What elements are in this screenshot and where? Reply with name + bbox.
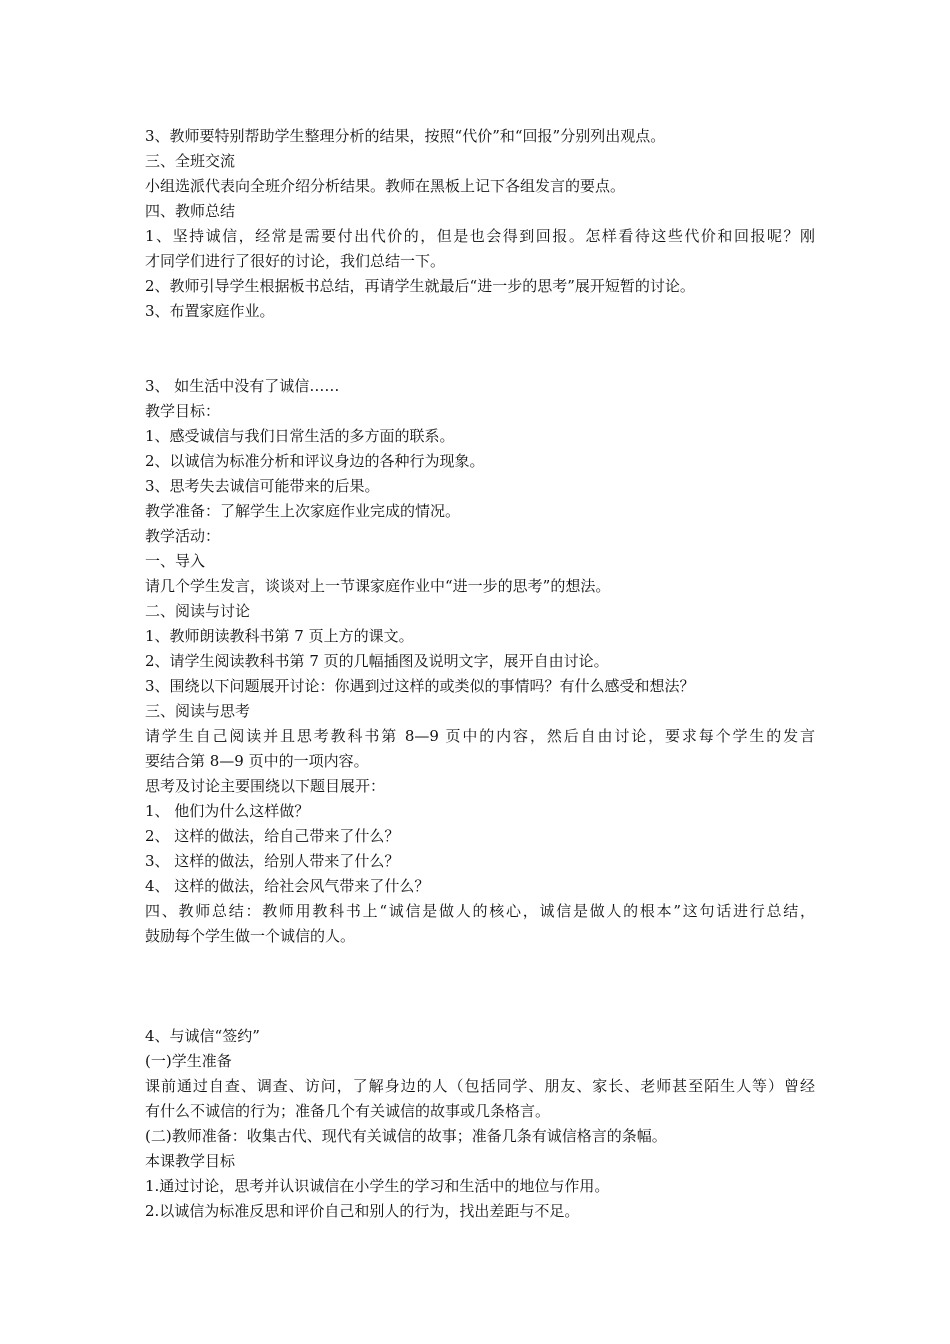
heading-teaching-goals: 教学目标： xyxy=(145,402,221,420)
paragraph-line: 3、布置家庭作业。 xyxy=(145,302,275,320)
blank-space xyxy=(145,949,815,1024)
heading-lesson-goals: 本课教学目标 xyxy=(145,1152,236,1170)
list-item: 4、 这样的做法，给社会风气带来了什么？ xyxy=(145,877,430,895)
list-item: 3、思考失去诚信可能带来的后果。 xyxy=(145,477,380,495)
list-item: 2、请学生阅读教科书第 7 页的几幅插图及说明文字，展开自由讨论。 xyxy=(145,652,609,670)
paragraph-line: 小组选派代表向全班介绍分析结果。教师在黑板上记下各组发言的要点。 xyxy=(145,177,626,195)
document-body xyxy=(145,124,815,1224)
list-item: 2.以诚信为标准反思和评价自己和别人的行为，找出差距与不足。 xyxy=(145,1202,580,1220)
section-activity-summary xyxy=(145,124,815,324)
section-lesson-4 xyxy=(145,1024,815,1224)
list-item: 3、围绕以下问题展开讨论：你遇到过这样的或类似的事情吗？有什么感受和想法？ xyxy=(145,677,695,695)
list-item: 1、教师朗读教科书第 7 页上方的课文。 xyxy=(145,627,414,645)
heading-student-preparation: (一)学生准备 xyxy=(145,1052,232,1070)
paragraph-line: 有什么不诚信的行为；准备几个有关诚信的故事或几条格言。 xyxy=(145,1102,551,1120)
paragraph-line: 鼓励每个学生做一个诚信的人。 xyxy=(145,927,356,945)
list-item: 1、 他们为什么这样做？ xyxy=(145,802,310,820)
paragraph-line: 要结合第 8—9 页中的一项内容。 xyxy=(145,752,369,770)
paragraph-line: 2、教师引导学生根据板书总结，再请学生就最后“进一步的思考”展开短暂的讨论。 xyxy=(145,277,695,295)
paragraph-line: 请几个学生发言，谈谈对上一节课家庭作业中“进一步的思考”的想法。 xyxy=(145,577,611,595)
list-item: 2、以诚信为标准分析和评议身边的各种行为现象。 xyxy=(145,452,485,470)
paragraph-line: (二)教师准备：收集古代、现代有关诚信的故事；准备几条有诚信格言的条幅。 xyxy=(145,1127,667,1145)
list-item: 2、 这样的做法，给自己带来了什么？ xyxy=(145,827,400,845)
list-item: 1、感受诚信与我们日常生活的多方面的联系。 xyxy=(145,427,455,445)
heading-reading-thinking: 三、阅读与思考 xyxy=(145,702,251,720)
list-item: 3、 这样的做法，给别人带来了什么？ xyxy=(145,852,400,870)
heading-introduction: 一、导入 xyxy=(145,552,206,570)
lesson-title: 3、 如生活中没有了诚信…… xyxy=(145,377,340,395)
paragraph-line: 教学准备：了解学生上次家庭作业完成的情况。 xyxy=(145,502,461,520)
paragraph-line: 思考及讨论主要围绕以下题目展开： xyxy=(145,777,386,795)
paragraph-line: 请学生自己阅读并且思考教科书第 8—9 页中的内容，然后自由讨论，要求每个学生的发言 xyxy=(145,727,815,745)
heading-reading-discussion: 二、阅读与讨论 xyxy=(145,602,251,620)
paragraph-line: 课前通过自查、调查、访问，了解身边的人（包括同学、朋友、家长、老师甚至陌生人等）曾经 xyxy=(145,1077,815,1095)
heading-teacher-summary: 四、教师总结 xyxy=(145,202,236,220)
blank-space xyxy=(145,324,815,374)
paragraph-line: 1、坚持诚信，经常是需要付出代价的，但是也会得到回报。怎样看待这些代价和回报呢？刚 xyxy=(145,227,815,245)
heading-teaching-activities: 教学活动： xyxy=(145,527,221,545)
section-lesson-3 xyxy=(145,374,815,949)
paragraph-line: 四、教师总结：教师用教科书上“诚信是做人的核心，诚信是做人的根本”这句话进行总结， xyxy=(145,902,815,920)
lesson-title: 4、与诚信“签约” xyxy=(145,1027,260,1045)
list-item: 1.通过讨论，思考并认识诚信在小学生的学习和生活中的地位与作用。 xyxy=(145,1177,610,1195)
paragraph-line: 才同学们进行了很好的讨论，我们总结一下。 xyxy=(145,252,446,270)
paragraph-line: 3、教师要特别帮助学生整理分析的结果，按照“代价”和“回报”分别列出观点。 xyxy=(145,127,666,145)
heading-class-exchange: 三、全班交流 xyxy=(145,152,236,170)
